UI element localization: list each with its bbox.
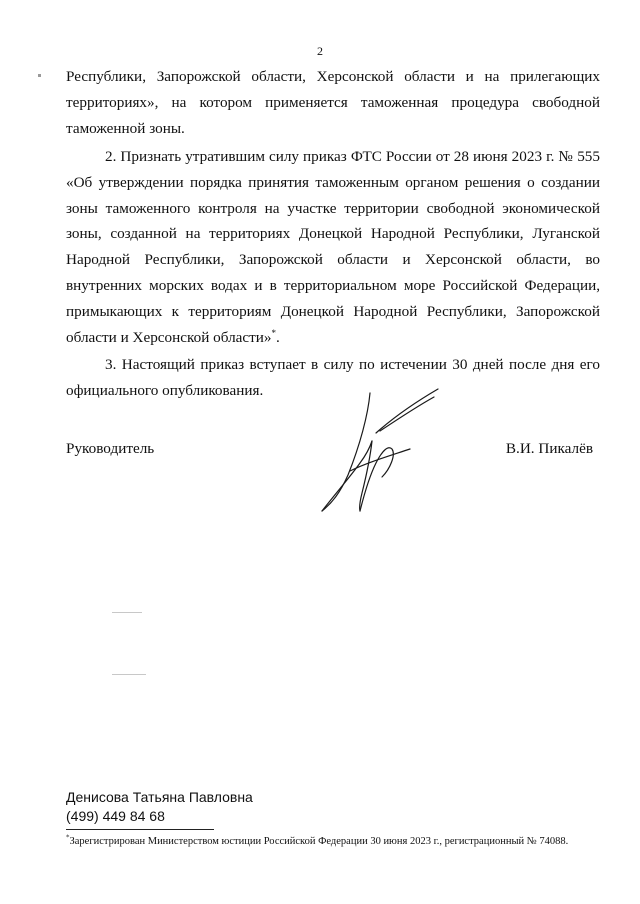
scan-speck [38,74,41,77]
executor-block [66,788,253,826]
handwritten-signature [310,385,450,515]
paragraph-1 [66,64,600,141]
footnote-marker: * [66,833,70,842]
executor-name: Денисова Татьяна Павловна [66,789,253,805]
paragraph-2-body: 2. Признать утратившим силу приказ ФТС России от 28 июня 2023 г. № 555 «Об утверждении порядка принятия таможенным органом решения о создании зоны таможенного контроля на участке территории свободной экономической зоны, созданной на территориях Донецкой Народной Республики, Луганской Народной Республики, Запорожской области и Херсонской области, во внутренних морских водах и в территориальном море Российской Федерации, примыкающих к территориям Донецкой Народной Республики, Запорожской области и Херсонской области» [66,148,600,346]
signatory-name: В.И. Пикалёв [505,440,593,457]
signatory-title: Руководитель [66,440,155,457]
scan-speck [112,612,142,613]
executor-phone: (499) 449 84 68 [66,808,165,824]
footnote-divider [66,829,214,830]
paragraph-1-text: Республики, Запорожской области, Херсонской области и на прилегающих территориях», на котором применяется таможенная процедура свободной таможенной зоны. [66,68,600,137]
footnote-reference: * [271,327,276,338]
footnote-text: Зарегистрирован Министерством юстиции Российской Федерации 30 июня 2023 г., регистрационный № 74088. [69,836,569,847]
page-number: 2 [317,44,323,58]
paragraph-3-text: 3. Настоящий приказ вступает в силу по истечении 30 дней после дня его официального опубликования. [66,356,600,399]
paragraph-2 [66,144,600,350]
scan-speck [112,674,146,675]
paragraph-2-end: . [275,328,280,346]
footnote [66,834,600,849]
paragraph-2-text [66,144,600,350]
